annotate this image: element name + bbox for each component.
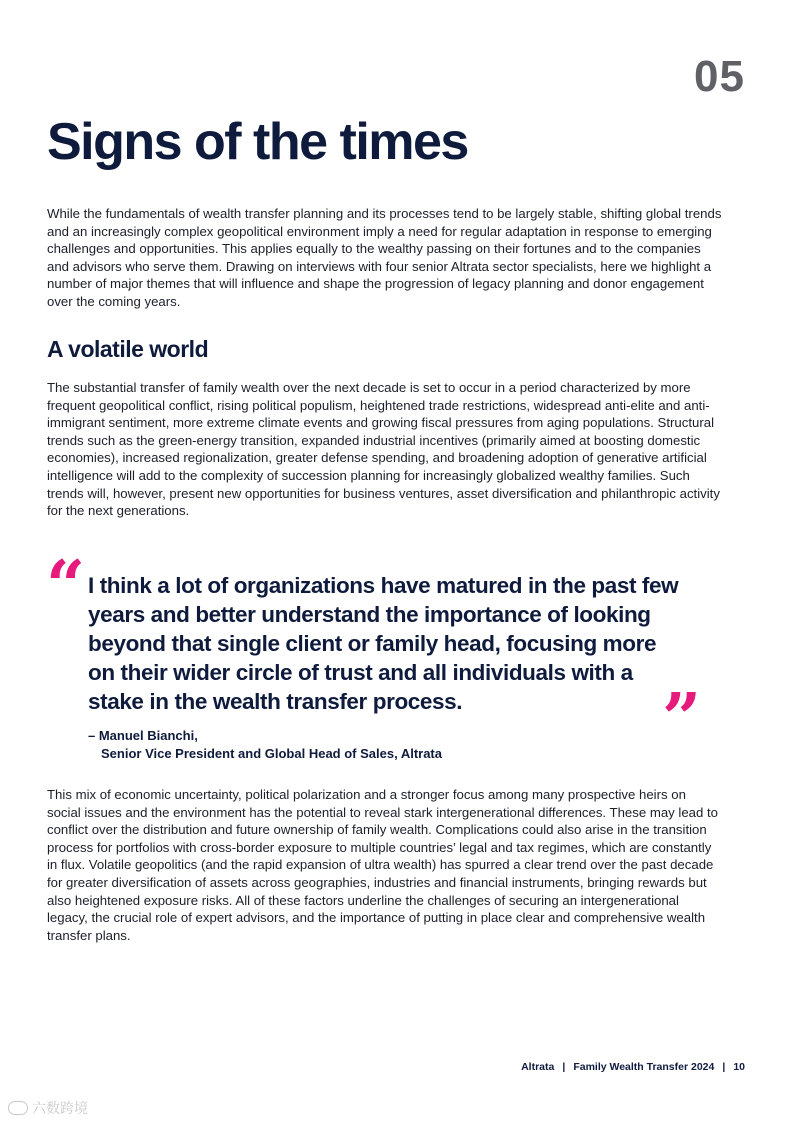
quote-attribution <box>88 727 442 763</box>
section-heading: A volatile world <box>47 336 209 362</box>
body-paragraph-2: This mix of economic uncertainty, political polarization and a stronger focus among many prospective heirs on social issues and the environment has the potential to reveal stark intergenerational differences. These may lead to conflict over the distribution and future ownership of family wealth. Complications could also arise in the transition process for portfolios with cross-border exposure to multiple countries’ legal and tax regimes, which are constantly in flux. Volatile geopolitics (and the rapid expansion of ultra wealth) has spurred a clear trend over the past decade for greater diversification of assets across geographies, industries and financial instruments, bringing rewards but also heightened exposure risks. All of these factors underline the challenges of securing an intergenerational legacy, the crucial role of expert advisors, and the importance of putting in place clear and comprehensive wealth transfer plans. <box>47 787 719 943</box>
quote-author-role: Senior Vice President and Global Head of Sales, Altrata <box>101 746 442 761</box>
open-quote-icon: “ <box>46 546 86 626</box>
page-footer <box>521 1061 745 1073</box>
page-title: Signs of the times <box>47 113 468 171</box>
chapter-number: 05 <box>694 52 745 101</box>
footer-separator: | <box>562 1061 566 1073</box>
intro-paragraph: While the fundamentals of wealth transfer planning and its processes tend to be largely stable, shifting global trends and an increasingly complex geopolitical environment imply a need for regular adaptation in response to emerging challenges and opportunities. This applies equally to the wealthy passing on their fortunes and to the companies and advisors who serve them. Drawing on interviews with four senior Altrata sector specialists, here we highlight a number of major themes that will influence and shape the progression of legacy planning and donor engagement over the coming years. <box>47 206 722 309</box>
footer-page-number: 10 <box>733 1061 745 1073</box>
watermark <box>8 1098 88 1118</box>
footer-separator: | <box>722 1061 726 1073</box>
quote-author: – Manuel Bianchi, <box>88 728 198 743</box>
watermark-text: 六数跨境 <box>32 1100 88 1116</box>
close-quote-icon: ” <box>662 679 702 759</box>
pull-quote: I think a lot of organizations have matured in the past few years and better understand the importance of looking beyond that single client or family head, focusing more on their wider circle of trust and all individuals with a stake in the wealth transfer process. <box>88 573 679 714</box>
watermark-logo-icon <box>8 1101 28 1115</box>
footer-brand: Altrata <box>521 1061 555 1073</box>
footer-report-title: Family Wealth Transfer 2024 <box>573 1061 715 1073</box>
body-paragraph-1: The substantial transfer of family wealth over the next decade is set to occur in a period characterized by more frequent geopolitical conflict, rising political populism, heightened trade restrictions, widespread anti-elite and anti-immigrant sentiment, more extreme climate events and growing fiscal pressures from aging populations. Structural trends such as the green-energy transition, expanded industrial incentives (primarily aimed at boosting domestic economies), increased regionalization, greater defense spending, and broadening adoption of generative artificial intelligence will add to the complexity of succession planning for increasingly globalized wealthy families. Such trends will, however, present new opportunities for business ventures, asset diversification and philanthropic activity for the next generations. <box>47 380 720 519</box>
